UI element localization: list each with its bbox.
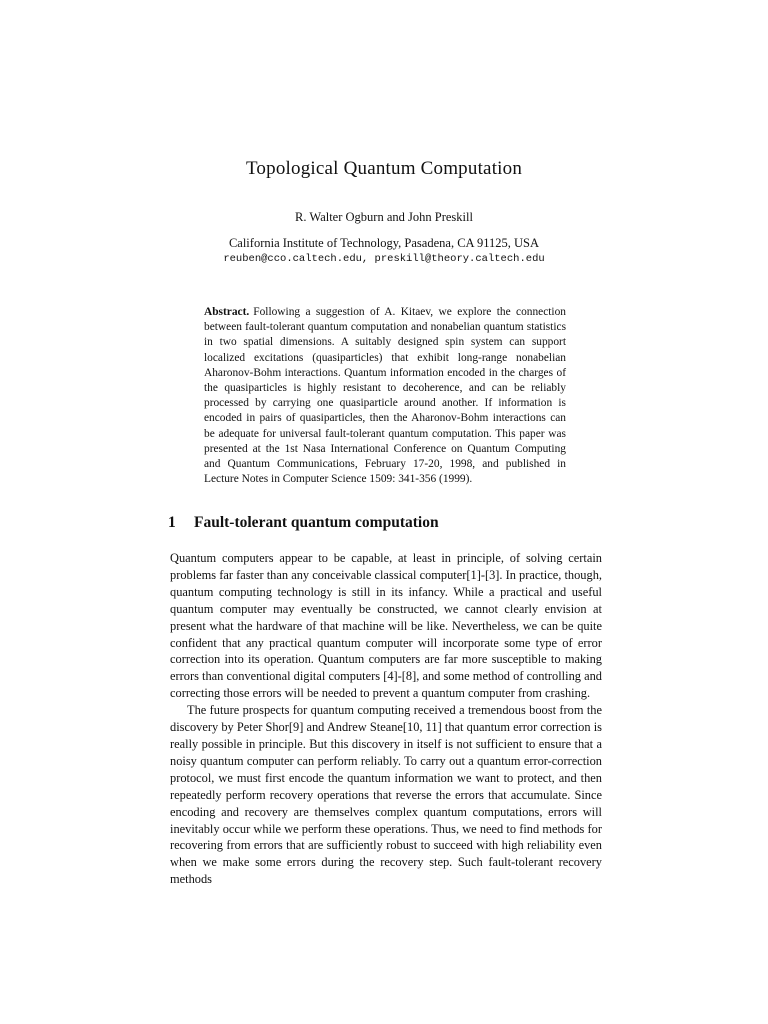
abstract-label: Abstract. xyxy=(204,306,250,318)
paper-affiliation: California Institute of Technology, Pasadena, CA 91125, USA xyxy=(228,236,540,250)
section-title: Fault-tolerant quantum computation xyxy=(194,514,439,531)
paper-emails: reuben@cco.caltech.edu, preskill@theory.caltech.edu xyxy=(223,253,545,265)
abstract-text: Following a suggestion of A. Kitaev, we explore the connection between fault-tolerant quantum computation and nonabelian quantum statistics in two spatial dimensions. A suitably designed spin system can support localized excitations (quasiparticles) that exhibit long-range nonabelian Aharonov-Bohm interactions. Quantum information encoded in the charges of the quasiparticles is highly resistant to decoherence, and can be reliably processed by carrying one quasiparticle around another. If information is encoded in pairs of quasiparticles, then the Aharonov-Bohm interactions can be adequate for universal fault-tolerant quantum computation. This paper was presented at the 1st Nasa International Conference on Quantum Computing and Quantum Communications, February 17-20, 1998, and published in Lecture Notes in Computer Science 1509: 341-356 (1999). xyxy=(204,306,566,486)
paper-title: Topological Quantum Computation xyxy=(245,158,523,179)
paper-authors: R. Walter Ogburn and John Preskill xyxy=(295,210,473,224)
abstract xyxy=(204,305,566,487)
paragraph: The future prospects for quantum computing received a tremendous boost from the discovery by Peter Shor[9] and Andrew Steane[10, 11] that quantum error correction is really possible in principle. But this discovery in itself is not sufficient to ensure that a noisy quantum computer can perform reliably. To carry out a quantum error-correction protocol, we must first encode the quantum information we want to protect, and then repeatedly perform recovery operations that reverse the errors that accumulate. Since encoding and recovery are themselves complex quantum computations, errors will inevitably occur while we perform these operations. Thus, we need to find methods for recovering from errors that are sufficiently robust to succeed with high reliability even when we make some errors during the recovery step. Such fault-tolerant recovery methods xyxy=(170,703,602,887)
paragraph: Quantum computers appear to be capable, at least in principle, of solving certain problems far faster than any conceivable classical computer[1]-[3]. In practice, though, quantum computing technology is still in its infancy. While a practical and useful quantum computer may eventually be constructed, we cannot clearly envision at present what the hardware of that machine will be like. Nevertheless, we can be quite confident that any practical quantum computer will incorporate some type of error correction into its operation. Quantum computers are far more susceptible to making errors than conventional digital computers [4]-[8], and some method of controlling and correcting those errors will be needed to prevent a quantum computer from crashing. xyxy=(170,551,602,701)
section-body xyxy=(170,550,602,888)
section-heading xyxy=(168,514,439,532)
section-number: 1 xyxy=(168,514,176,531)
